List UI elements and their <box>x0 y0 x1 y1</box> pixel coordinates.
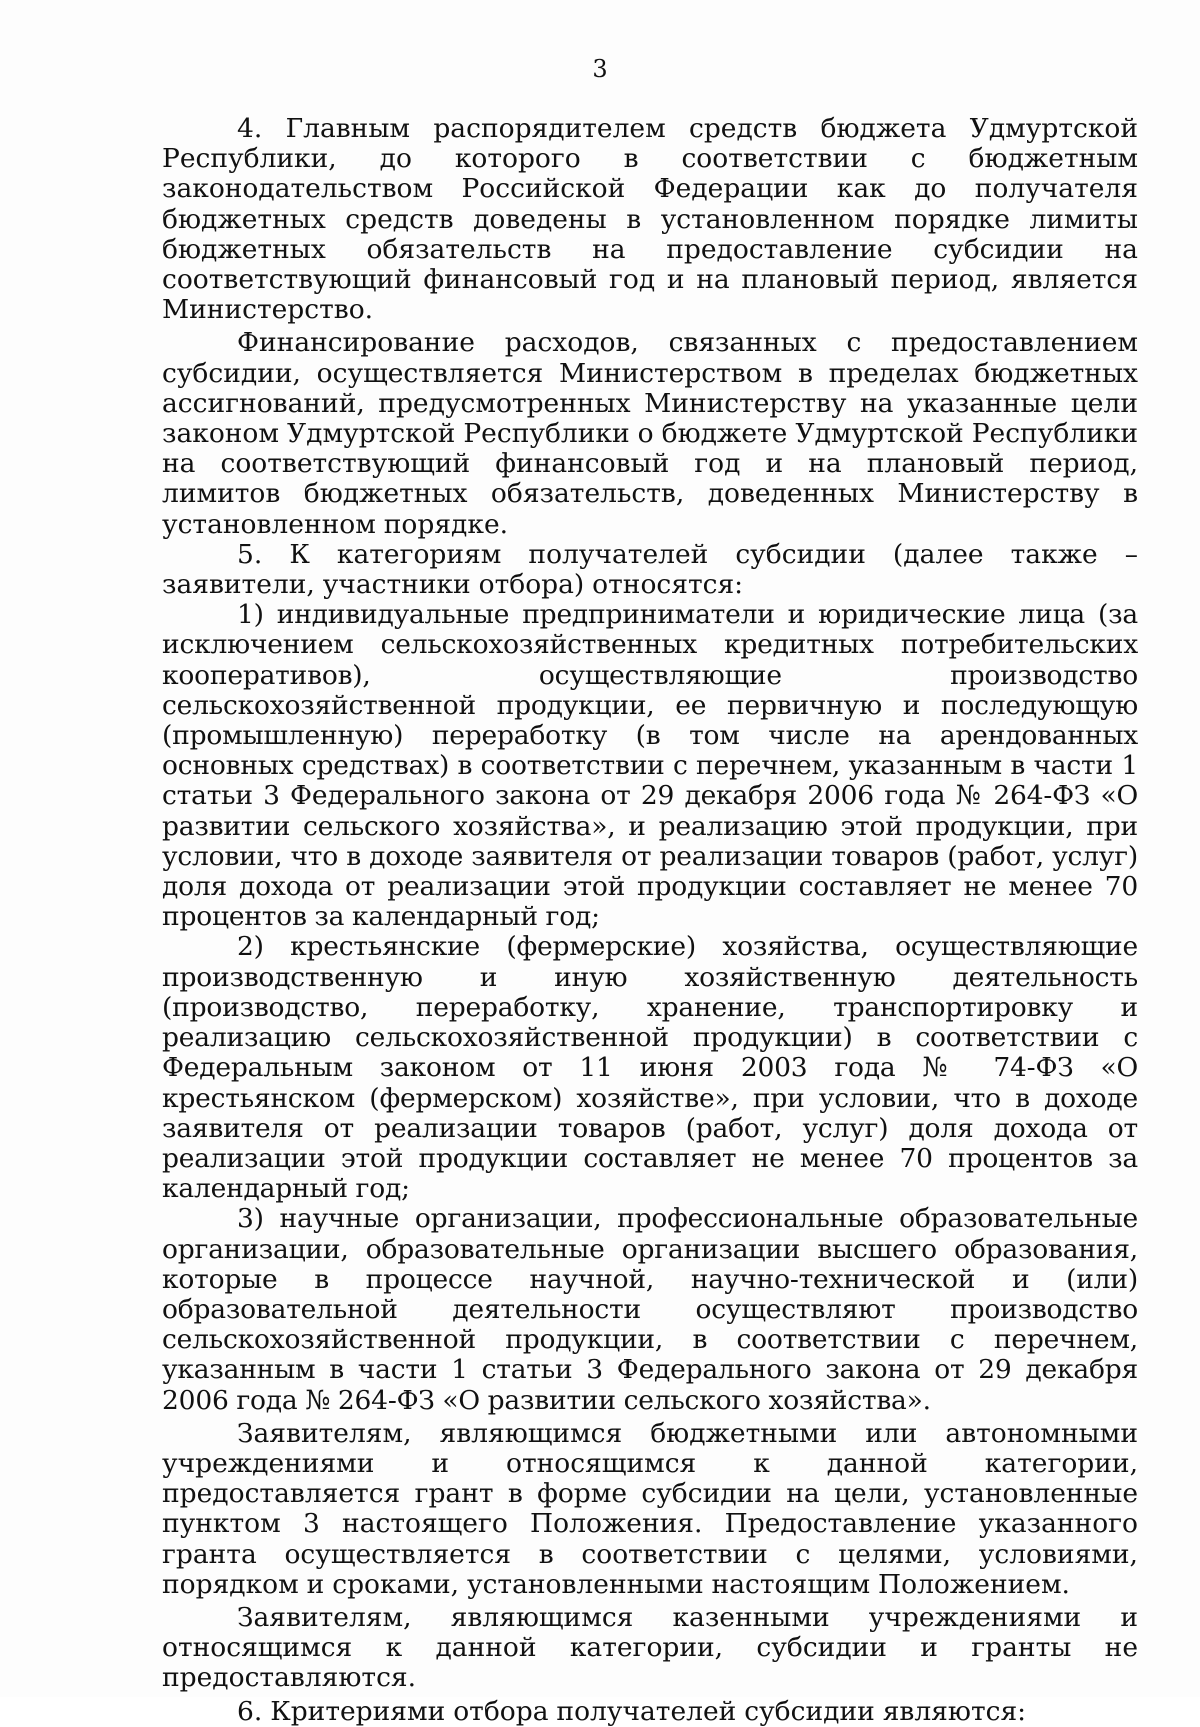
paragraph-subitem-3-organizations: 3) научные организации, профессиональные образовательные организации, образовательные организации высшего образования, которые в процессе научной, научно-технической и (или) образовательной деятельности осуществляют производство сельскохозяйственной продукции, в соответствии с перечнем, указанным в части 1 статьи 3 Федерального закона от 29 декабря 2006 года № 264-ФЗ «О развитии сельского хозяйства». <box>162 1203 1138 1416</box>
document-body <box>162 114 1138 1727</box>
paragraph-item-5-categories: 5. К категориям получателей субсидии (далее также – заявители, участники отбора) относятся: <box>162 538 1138 601</box>
paragraph-state-institutions: Заявителям, являющимся казенными учреждениями и относящимся к данной категории, субсидии и гранты не предоставляются. <box>162 1601 1138 1694</box>
page-number: 3 <box>592 55 608 83</box>
paragraph-subitem-1-entrepreneurs: 1) индивидуальные предприниматели и юридические лица (за исключением сельскохозяйственных кредитных потребительских кооперативов), осуществляющие производство сельскохозяйственной продукции, ее первичную и последующую (промышленную) переработку (в том числе на арендованных основных средствах) в соответствии с перечнем, указанным в части 1 статьи 3 Федерального закона от 29 декабря 2006 года № 264-ФЗ «О развитии сельского хозяйства», и реализацию этой продукции, при условии, что в доходе заявителя от реализации товаров (работ, услуг) доля дохода от реализации этой продукции составляет не менее 70 процентов за календарный год; <box>162 599 1138 933</box>
paragraph-item-4-main-administrator: 4. Главным распорядителем средств бюджета Удмуртской Республики, до которого в соответствии с бюджетным законодательством Российской Федерации как до получателя бюджетных средств доведены в установленном порядке лимиты бюджетных обязательств на предоставление субсидии на соответствующий финансовый год и на плановый период, является Министерство. <box>162 113 1138 326</box>
paragraph-grant-budget-institutions: Заявителям, являющимся бюджетными или автономными учреждениями и относящимся к данной категории, предоставляется грант в форме субсидии на цели, установленные пунктом 3 настоящего Положения. Предоставление указанного гранта осуществляется в соответствии с целями, условиями, порядком и сроками, установленными настоящим Положением. <box>162 1417 1138 1600</box>
paragraph-item-6-criteria: 6. Критериями отбора получателей субсидии являются: <box>237 1695 1027 1727</box>
paragraph-financing: Финансирование расходов, связанных с предоставлением субсидии, осуществляется Министерством в пределах бюджетных ассигнований, предусмотренных Министерству на указанные цели законом Удмуртской Республики о бюджете Удмуртской Республики на соответствующий финансовый год и на плановый период, лимитов бюджетных обязательств, доведенных Министерству в установленном порядке. <box>162 327 1138 540</box>
paragraph-subitem-2-farms: 2) крестьянские (фермерские) хозяйства, осуществляющие производственную и иную хозяйственную деятельность (производство, переработку, хранение, транспортировку и реализацию сельскохозяйственной продукции) в соответствии с Федеральным законом от 11 июня 2003 года № 74-ФЗ «О крестьянском (фермерском) хозяйстве», при условии, что в доходе заявителя от реализации товаров (работ, услуг) доля дохода от реализации этой продукции составляет не менее 70 процентов за календарный год; <box>162 931 1138 1205</box>
